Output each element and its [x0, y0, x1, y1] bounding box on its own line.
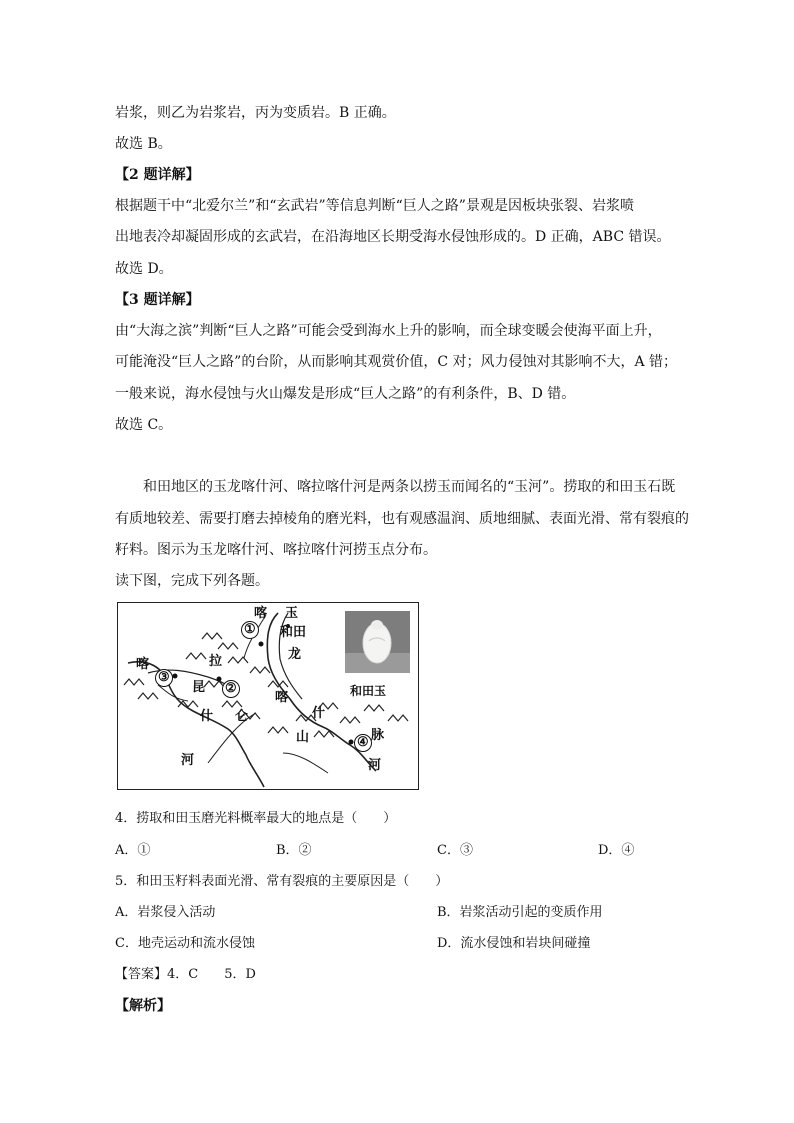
point-3-label: ③	[158, 670, 170, 685]
text-line: 故选 B。	[115, 136, 172, 152]
section-heading: 【3 题详解】	[115, 292, 200, 308]
text-line: 故选 D。	[115, 261, 173, 277]
point-4-label: ④	[357, 735, 369, 750]
passage-line: 籽料。图示为玉龙喀什河、喀拉喀什河捞玉点分布。	[115, 542, 437, 558]
photo-caption: 和田玉	[350, 684, 387, 698]
map-label-hetian: 和田	[280, 625, 307, 640]
collection-points	[156, 622, 372, 752]
map-label-shan: 山	[296, 730, 310, 745]
jade-river-map	[117, 602, 419, 790]
jade-pendant-icon	[345, 611, 410, 673]
passage-line: 读下图，完成下列各题。	[115, 573, 269, 589]
map-label-lun: 仑	[235, 709, 249, 724]
map-label-la: 拉	[209, 654, 223, 669]
q5-option-d: D．流水侵蚀和岩块间碰撞	[437, 936, 591, 951]
point-2-label: ②	[225, 681, 237, 696]
map-label-shi-2: 什	[312, 706, 326, 721]
map-label-he-2: 河	[368, 758, 382, 773]
q5-option-a: A．岩浆侵入活动	[115, 905, 216, 920]
map-label-ka-2: 喀	[136, 657, 150, 672]
text-line: 一般来说，海水侵蚀与火山爆发是形成“巨人之路”的有利条件，B、D 错。	[115, 386, 576, 402]
q5-option-c: C．地壳运动和流水侵蚀	[115, 936, 255, 951]
q4-option-b: B．②	[276, 843, 312, 858]
map-label-ka-3: 喀	[275, 690, 289, 705]
answer-line: 【答案】4．C 5．D	[115, 967, 256, 982]
passage-line: 和田地区的玉龙喀什河、喀拉喀什河是两条以捞玉而闻名的“玉河”。捞取的和田玉石既	[143, 479, 676, 495]
text-line: 可能淹没“巨人之路”的台阶，从而影响其观赏价值，C 对；风力侵蚀对其影响不大，A 错；	[115, 354, 678, 370]
map-label-ka: 喀	[254, 606, 268, 621]
map-label-kun: 昆	[192, 680, 206, 695]
section-heading: 【2 题详解】	[115, 167, 200, 183]
map-label-long: 龙	[288, 647, 302, 662]
hetian-jade-photo	[345, 611, 410, 673]
q5-option-b: B．岩浆活动引起的变质作用	[437, 905, 603, 920]
map-label-he: 河	[181, 753, 195, 768]
text-line: 岩浆，则乙为岩浆岩，丙为变质岩。B 正确。	[115, 105, 396, 121]
map-label-yu: 玉	[285, 606, 299, 621]
q4-option-d: D．④	[598, 843, 635, 858]
text-line: 根据题干中“北爱尔兰”和“玄武岩”等信息判断“巨人之路”景观是因板块张裂、岩浆喷	[115, 198, 634, 214]
text-line: 故选 C。	[115, 417, 173, 433]
question-4: 4．捞取和田玉磨光料概率最大的地点是（ ）	[115, 811, 397, 826]
q4-option-a: A．①	[115, 843, 151, 858]
map-label-mai: 脉	[371, 728, 385, 743]
q4-option-c: C．③	[437, 843, 473, 858]
question-5: 5．和田玉籽料表面光滑、常有裂痕的主要原因是（ ）	[115, 874, 449, 889]
map-label-shi: 什	[200, 709, 214, 724]
text-line: 由“大海之滨”判断“巨人之路”可能会受到海水上升的影响，而全球变暖会使海平面上升，	[115, 323, 662, 339]
passage-line: 有质地较差、需要打磨去掉棱角的磨光料，也有观感温润、质地细腻、表面光滑、常有裂痕的	[115, 511, 689, 527]
analysis-heading: 【解析】	[115, 998, 171, 1014]
point-1-label: ①	[244, 622, 256, 637]
text-line: 出地表冷却凝固形成的玄武岩，在沿海地区长期受海水侵蚀形成的。D 正确，ABC 错误。	[115, 229, 671, 245]
